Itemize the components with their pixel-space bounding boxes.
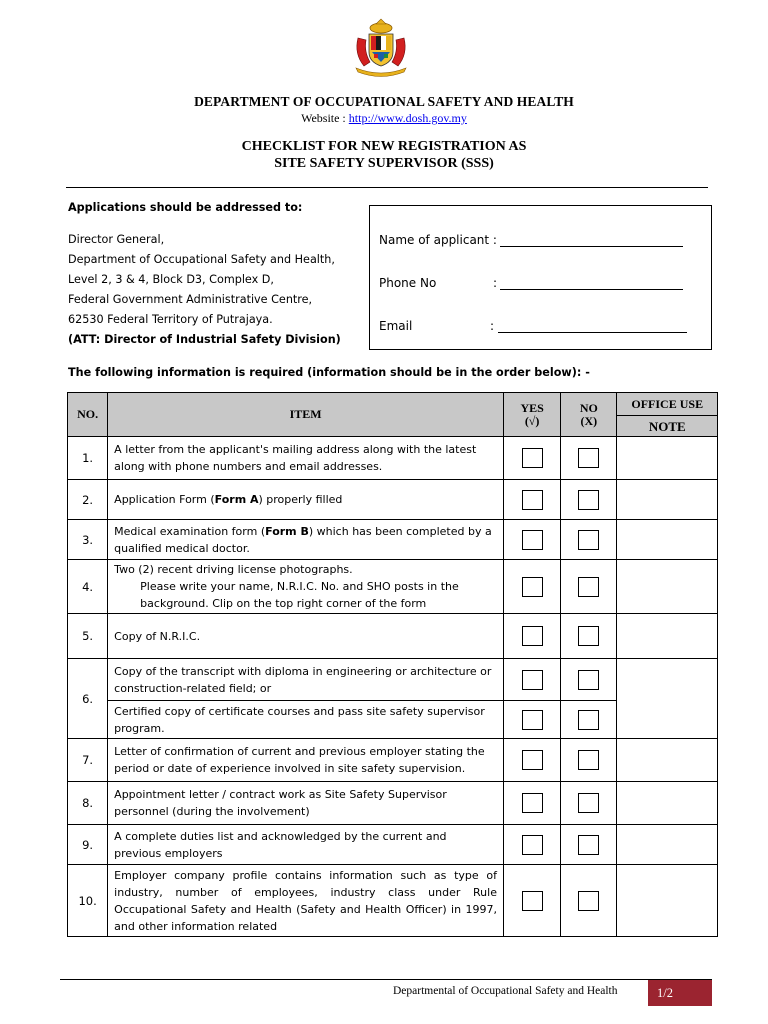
table-row	[68, 825, 718, 865]
address-lines	[68, 230, 368, 350]
email-field[interactable]	[498, 332, 687, 333]
table-row	[68, 614, 718, 659]
no-checkbox[interactable]	[578, 710, 599, 730]
row-item: Employer company profile contains information such as type of industry, number of employees, industry class under Rule Occupational Safety and Health (Safety and Health Officer) in 1997, and other information related	[108, 865, 504, 937]
no-cell	[561, 782, 617, 825]
row-number: 9.	[68, 825, 108, 865]
row-item	[108, 480, 504, 520]
footer-text: Departmental of Occupational Safety and Health	[393, 985, 618, 997]
checklist-title-line2: SITE SAFETY SUPERVISOR (SSS)	[274, 156, 494, 171]
phone-label: Phone No	[379, 276, 437, 290]
no-checkbox[interactable]	[578, 835, 599, 855]
row-item-text: Medical examination form (	[114, 524, 266, 538]
yes-cell	[503, 865, 560, 937]
coat-of-arms-logo	[350, 18, 412, 80]
row-item-bold: Form B	[265, 524, 309, 538]
email-row	[379, 319, 704, 337]
phone-colon: :	[493, 276, 498, 290]
no-checkbox[interactable]	[578, 750, 599, 770]
address-line: Department of Occupational Safety and Health,	[68, 253, 335, 266]
yes-cell	[503, 480, 560, 520]
table-header-row	[68, 393, 718, 416]
yes-checkbox[interactable]	[522, 835, 543, 855]
no-cell	[561, 659, 617, 701]
applicant-name-row	[379, 233, 704, 251]
yes-checkbox[interactable]	[522, 670, 543, 690]
row-item	[108, 560, 504, 614]
yes-checkbox[interactable]	[522, 530, 543, 550]
no-checkbox[interactable]	[578, 448, 599, 468]
yes-cell	[503, 437, 560, 480]
note-cell[interactable]	[617, 437, 718, 480]
document-header	[0, 94, 768, 172]
no-cell	[561, 480, 617, 520]
row-item	[108, 520, 504, 560]
row-number: 3.	[68, 520, 108, 560]
address-heading: Applications should be addressed to:	[68, 201, 303, 214]
note-cell[interactable]	[617, 560, 718, 614]
no-cell	[561, 437, 617, 480]
table-row	[68, 659, 718, 701]
note-cell[interactable]	[617, 659, 718, 739]
yes-cell	[503, 701, 560, 739]
page-number-badge: 1/2	[648, 980, 712, 1006]
info-instructions: The following information is required (information should be in the order below): -	[68, 366, 590, 379]
table-row	[68, 480, 718, 520]
yes-checkbox[interactable]	[522, 448, 543, 468]
note-cell[interactable]	[617, 782, 718, 825]
yes-cell	[503, 782, 560, 825]
no-cell	[561, 520, 617, 560]
checklist-title-line1: CHECKLIST FOR NEW REGISTRATION AS	[241, 139, 527, 154]
website-line	[0, 111, 768, 126]
yes-cell	[503, 659, 560, 701]
yes-checkbox[interactable]	[522, 750, 543, 770]
no-checkbox[interactable]	[578, 626, 599, 646]
yes-checkbox[interactable]	[522, 793, 543, 813]
header-office-use: OFFICE USE	[617, 393, 718, 416]
phone-row	[379, 276, 704, 294]
header-divider	[66, 187, 708, 188]
table-row	[68, 520, 718, 560]
row-number: 1.	[68, 437, 108, 480]
checklist-table	[67, 392, 718, 937]
footer-divider	[60, 979, 712, 980]
header-item: ITEM	[108, 393, 504, 437]
address-attention: (ATT: Director of Industrial Safety Division)	[68, 333, 341, 346]
header-yes-label: YES	[520, 400, 544, 415]
row-item-text: ) properly filled	[258, 493, 343, 506]
table-row	[68, 865, 718, 937]
yes-cell	[503, 739, 560, 782]
yes-cell	[503, 614, 560, 659]
no-cell	[561, 739, 617, 782]
row-item: Certified copy of certificate courses and pass site safety supervisor program.	[108, 701, 504, 739]
row-number: 8.	[68, 782, 108, 825]
address-line: Federal Government Administrative Centre,	[68, 293, 313, 306]
table-row	[68, 560, 718, 614]
header-no: NO.	[68, 393, 108, 437]
header-no-mark: (X)	[580, 413, 598, 428]
no-checkbox[interactable]	[578, 490, 599, 510]
row-item: Letter of confirmation of current and previous employer stating the period or date of experience involved in site safety supervision.	[108, 739, 504, 782]
note-cell[interactable]	[617, 520, 718, 560]
checklist-title	[0, 138, 768, 172]
header-yes	[503, 393, 560, 437]
table-row	[68, 782, 718, 825]
no-checkbox[interactable]	[578, 891, 599, 911]
row-item-text: Application Form (	[114, 493, 215, 506]
note-cell[interactable]	[617, 739, 718, 782]
row-number: 2.	[68, 480, 108, 520]
header-note: NOTE	[617, 416, 718, 437]
row-number: 7.	[68, 739, 108, 782]
no-cell	[561, 865, 617, 937]
row-item: Copy of N.R.I.C.	[108, 614, 504, 659]
no-checkbox[interactable]	[578, 577, 599, 597]
row-item: A letter from the applicant's mailing address along with the latest along with phone numbers and email addresses.	[108, 437, 504, 480]
applicant-name-label: Name of applicant :	[379, 233, 497, 247]
header-no-label: NO	[579, 400, 598, 415]
department-title: DEPARTMENT OF OCCUPATIONAL SAFETY AND HEALTH	[194, 94, 574, 109]
address-line: Director General,	[68, 233, 165, 246]
row-number: 4.	[68, 560, 108, 614]
website-label: Website :	[301, 111, 349, 125]
note-cell[interactable]	[617, 825, 718, 865]
row-item: Copy of the transcript with diploma in engineering or architecture or construction-related field; or	[108, 659, 504, 701]
note-cell[interactable]	[617, 614, 718, 659]
applicant-name-field[interactable]	[500, 246, 683, 247]
row-number: 6.	[68, 659, 108, 739]
yes-cell	[503, 520, 560, 560]
yes-cell	[503, 560, 560, 614]
no-cell	[561, 825, 617, 865]
no-cell	[561, 701, 617, 739]
row-item: Appointment letter / contract work as Site Safety Supervisor personnel (during the involvement)	[108, 782, 504, 825]
yes-checkbox[interactable]	[522, 626, 543, 646]
no-cell	[561, 614, 617, 659]
row-number: 5.	[68, 614, 108, 659]
phone-field[interactable]	[500, 289, 683, 290]
yes-checkbox[interactable]	[522, 710, 543, 730]
header-no-col	[561, 393, 617, 437]
address-line: 62530 Federal Territory of Putrajaya.	[68, 313, 273, 326]
row-number: 10.	[68, 865, 108, 937]
yes-checkbox[interactable]	[522, 891, 543, 911]
row-item: A complete duties list and acknowledged by the current and previous employers	[108, 825, 504, 865]
yes-cell	[503, 825, 560, 865]
no-checkbox[interactable]	[578, 793, 599, 813]
row-item-subline: Please write your name, N.R.I.C. No. and SHO posts in the background. Clip on the top right corner of the form	[140, 580, 459, 610]
no-cell	[561, 560, 617, 614]
address-line: Level 2, 3 & 4, Block D3, Complex D,	[68, 273, 274, 286]
row-item-text: ) which has been completed by a qualified medical doctor.	[114, 524, 492, 555]
no-checkbox[interactable]	[578, 670, 599, 690]
note-cell[interactable]	[617, 480, 718, 520]
table-row	[68, 437, 718, 480]
applicant-info-box	[369, 205, 712, 350]
header-yes-mark: (√)	[524, 413, 540, 428]
address-block	[68, 198, 368, 350]
note-cell[interactable]	[617, 865, 718, 937]
website-link[interactable]: http://www.dosh.gov.my	[348, 111, 467, 125]
no-checkbox[interactable]	[578, 530, 599, 550]
table-row	[68, 739, 718, 782]
yes-checkbox[interactable]	[522, 577, 543, 597]
yes-checkbox[interactable]	[522, 490, 543, 510]
row-item-line: Two (2) recent driving license photographs.	[114, 563, 353, 576]
email-colon: :	[490, 319, 495, 333]
row-item-bold: Form A	[214, 493, 259, 506]
email-label: Email	[379, 319, 413, 333]
